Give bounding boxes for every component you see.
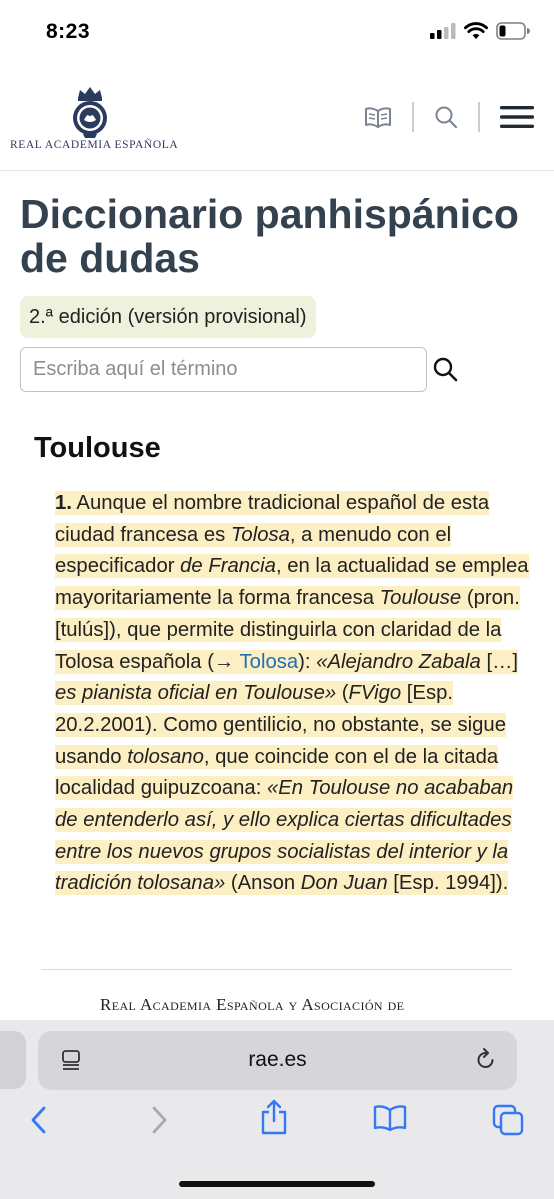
definition-text: , que coincide con el de la citada localidad guipuzcoana: (55, 745, 499, 800)
logo-text: REAL ACADEMIA ESPAÑOLA (10, 139, 179, 151)
definition-source: Don Juan (300, 872, 388, 895)
tolosa-link[interactable]: Tolosa (239, 650, 299, 673)
previous-tab-preview[interactable] (0, 1031, 26, 1089)
menu-icon[interactable] (500, 105, 534, 129)
definition-number: 1. (55, 492, 72, 514)
cellular-signal-icon (430, 23, 456, 39)
book-icon[interactable] (364, 106, 392, 128)
definition-text: [Esp. 1994]). (387, 872, 509, 895)
definition-text: (pron. [tulús]), que permite distinguirla con claridad de la Tolosa española (→ (55, 587, 520, 673)
definition-text: , a menudo con el especificador (55, 523, 452, 578)
definition-italic: tolosano (127, 745, 204, 768)
definition-text: ( (336, 682, 349, 705)
status-bar (0, 0, 554, 64)
header-separator (412, 102, 414, 132)
definition-text: , en la actualidad se emplea mayoritariamente la forma francesa (55, 555, 529, 610)
site-header (0, 78, 554, 170)
definition-text: Aunque el nombre tradicional español de esta ciudad francesa es (55, 492, 490, 546)
bookmarks-icon[interactable] (373, 1104, 407, 1132)
status-icons (430, 22, 530, 40)
crest-icon (70, 84, 110, 140)
definition-italic: Toulouse (379, 587, 462, 610)
search-button-icon[interactable] (432, 356, 458, 382)
tabs-icon[interactable] (492, 1104, 524, 1136)
forward-icon[interactable] (148, 1104, 170, 1136)
entry-definition (55, 488, 533, 900)
definition-quote: es pianista oficial en Toulouse» (55, 682, 337, 705)
wifi-icon (464, 22, 488, 40)
home-indicator (179, 1181, 375, 1187)
reload-icon[interactable] (475, 1048, 497, 1072)
definition-quote: «En Toulouse no acababan de entenderlo así, y ello explica ciertas dificultades entre los nuevos grupos socialistas del interior y la tradición tolosana» (55, 777, 514, 895)
rae-logo[interactable] (10, 78, 180, 158)
page-title: Diccionario panhispánico de dudas (20, 191, 519, 281)
header-separator (478, 102, 480, 132)
entry-headword: Toulouse (34, 432, 161, 464)
battery-icon (496, 22, 530, 40)
definition-text: (Anson (225, 872, 301, 895)
edition-badge: 2.ª edición (versión provisional) (20, 296, 316, 338)
definition-quote: «Alejandro Zabala (316, 650, 481, 673)
search-icon[interactable] (434, 105, 458, 129)
definition-highlight (55, 491, 529, 895)
address-text[interactable]: rae.es (248, 1048, 307, 1071)
definition-source: FVigo (348, 682, 402, 705)
status-time: 8:23 (46, 20, 91, 43)
definition-text: ): (298, 650, 317, 673)
back-icon[interactable] (28, 1104, 50, 1136)
search-input[interactable] (20, 347, 427, 392)
definition-text: […] (480, 650, 518, 673)
definition-italic: de Francia (180, 555, 276, 578)
definition-italic: Tolosa (230, 523, 290, 546)
browser-toolbar (0, 1104, 554, 1148)
share-icon[interactable] (259, 1098, 289, 1136)
header-divider (0, 170, 554, 171)
browser-bar (0, 1020, 554, 1199)
footer-divider (41, 969, 512, 970)
footer-text: Real Academia Española y Asociación de (100, 995, 405, 1014)
header-tools (364, 102, 534, 132)
address-bar[interactable] (38, 1031, 517, 1090)
definition-text: [Esp. 20.2.2001). Como gentilicio, no obstante, se sigue usando (55, 682, 506, 768)
